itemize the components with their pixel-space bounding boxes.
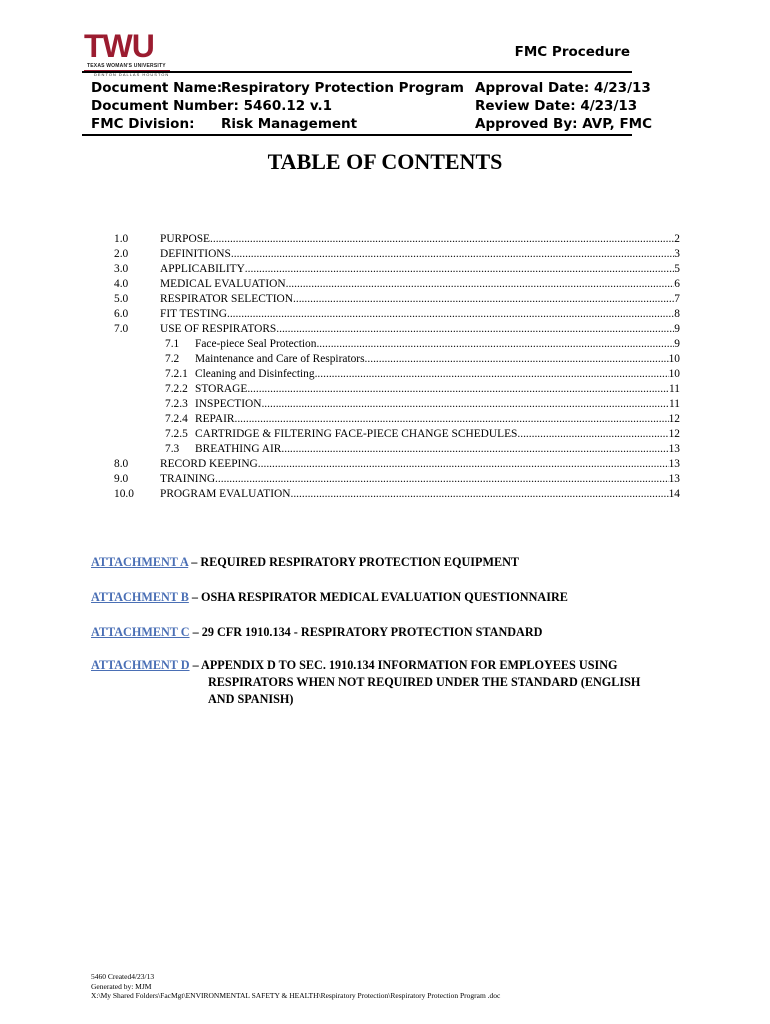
toc-number: 5.0 [114, 293, 129, 305]
toc-title: BREATHING AIR [195, 443, 282, 455]
footer-file-path: X:\My Shared Folders\FacMgt\ENVIRONMENTAL SAFETY & HEALTH\Respiratory Protection\Respiratory Protection Program .doc [91, 991, 501, 1000]
toc-page: 6 [674, 278, 680, 290]
toc-page: 7 [674, 293, 680, 305]
toc-subentry[interactable] [0, 427, 770, 442]
toc-page: 11 [669, 383, 680, 395]
logo-subtitle: TEXAS WOMAN'S UNIVERSITY [87, 63, 166, 69]
toc-entry[interactable] [0, 472, 770, 487]
toc-title: RESPIRATOR SELECTION [160, 293, 294, 305]
toc-title: PURPOSE [160, 233, 211, 245]
toc-number: 7.2.1 [165, 368, 188, 380]
toc-number: 9.0 [114, 473, 129, 485]
toc-subentry[interactable] [0, 442, 770, 457]
page-title: TABLE OF CONTENTS [267, 149, 503, 174]
toc-title: REPAIR [195, 413, 235, 425]
toc-subentry[interactable] [0, 352, 770, 367]
toc-title: INSPECTION [195, 398, 262, 410]
toc-page: 9 [674, 338, 680, 350]
toc-title: Cleaning and Disinfecting [195, 368, 315, 380]
toc-entry[interactable] [0, 277, 770, 292]
toc-page: 9 [674, 323, 680, 335]
toc-title: Maintenance and Care of Respirators [195, 353, 365, 365]
toc-number: 10.0 [114, 488, 134, 500]
toc-title: APPLICABILITY [160, 263, 245, 275]
attachment-d [91, 657, 618, 674]
approval-date: Approval Date: 4/23/13 [475, 80, 651, 96]
toc-page: 10 [668, 368, 680, 380]
toc-entry[interactable] [0, 322, 770, 337]
toc-title: CARTRIDGE & FILTERING FACE-PIECE CHANGE SCHEDULES [195, 428, 518, 440]
toc-page: 13 [668, 458, 680, 470]
toc-title: MEDICAL EVALUATION [160, 278, 286, 290]
toc-page: 10 [668, 353, 680, 365]
logo-wordmark: TWU [84, 28, 154, 64]
doc-name-value: Respiratory Protection Program [221, 80, 464, 96]
toc-entry[interactable] [0, 292, 770, 307]
toc-page: 2 [674, 233, 680, 245]
review-date: Review Date: 4/23/13 [475, 98, 638, 114]
toc-entry[interactable] [0, 262, 770, 277]
toc-entry[interactable] [0, 487, 770, 502]
toc-page: 13 [668, 443, 680, 455]
toc-subentry[interactable] [0, 397, 770, 412]
attachment-c [91, 624, 542, 641]
toc-number: 3.0 [114, 263, 129, 275]
toc-entry[interactable] [0, 247, 770, 262]
toc-page: 3 [674, 248, 680, 260]
division-value: Risk Management [221, 116, 358, 132]
attachment-d-desc-line3: AND SPANISH) [208, 692, 294, 706]
toc-page: 11 [669, 398, 680, 410]
toc-number: 6.0 [114, 308, 129, 320]
toc-number: 7.3 [165, 443, 180, 455]
toc-number: 7.2.5 [165, 428, 188, 440]
toc-number: 8.0 [114, 458, 129, 470]
attachment-a-link[interactable]: ATTACHMENT A [91, 555, 189, 569]
attachment-b-desc: – OSHA RESPIRATOR MEDICAL EVALUATION QUESTIONNAIRE [188, 590, 568, 604]
toc-page: 13 [668, 473, 680, 485]
toc-number: 7.1 [165, 338, 180, 350]
toc-number: 7.2.4 [165, 413, 188, 425]
division-label: FMC Division: [91, 116, 195, 132]
toc-title: DEFINITIONS [160, 248, 231, 260]
toc-number: 7.2.3 [165, 398, 188, 410]
toc-number: 7.0 [114, 323, 129, 335]
toc-entry[interactable] [0, 307, 770, 322]
toc-title: STORAGE [195, 383, 248, 395]
toc-title: Face-piece Seal Protection [195, 338, 317, 350]
toc-title: USE OF RESPIRATORS [160, 323, 277, 335]
attachment-c-link[interactable]: ATTACHMENT C [91, 625, 190, 639]
attachment-a-desc: – REQUIRED RESPIRATORY PROTECTION EQUIPMENT [188, 555, 520, 569]
header-rule-top [82, 71, 632, 73]
toc-page: 12 [668, 413, 680, 425]
toc-subentry[interactable] [0, 412, 770, 427]
toc-entry[interactable] [0, 232, 770, 247]
toc-number: 4.0 [114, 278, 129, 290]
attachment-b-link[interactable]: ATTACHMENT B [91, 590, 189, 604]
footer-generated-by: Generated by: MJM [91, 981, 152, 991]
toc-subentry[interactable] [0, 337, 770, 352]
procedure-label: FMC Procedure [514, 44, 630, 60]
attachment-d-desc: – APPENDIX D TO SEC. 1910.134 INFORMATION FOR EMPLOYEES USING [189, 658, 618, 672]
toc-page: 5 [674, 263, 680, 275]
toc-page: 8 [674, 308, 680, 320]
toc-subentry[interactable] [0, 367, 770, 382]
toc-title: PROGRAM EVALUATION [160, 488, 291, 500]
toc-page: 12 [668, 428, 680, 440]
toc-entry[interactable] [0, 457, 770, 472]
toc-number: 2.0 [114, 248, 129, 260]
approved-by: Approved By: AVP, FMC [475, 116, 653, 132]
header-rule-bottom [82, 134, 632, 136]
toc-page: 14 [668, 488, 680, 500]
footer-created: 5460 Created4/23/13 [91, 972, 155, 981]
toc-title: TRAINING [160, 473, 216, 485]
toc-number: 1.0 [114, 233, 129, 245]
logo-locations: DENTON DALLAS HOUSTON [94, 72, 170, 77]
attachment-c-desc: – 29 CFR 1910.134 - RESPIRATORY PROTECTION STANDARD [189, 625, 543, 639]
attachment-a [91, 554, 519, 571]
doc-number: Document Number: 5460.12 v.1 [91, 98, 333, 114]
toc-subentry[interactable] [0, 382, 770, 397]
attachment-d-link[interactable]: ATTACHMENT D [91, 658, 190, 672]
attachment-b [91, 589, 568, 606]
page-footer [91, 972, 500, 1001]
toc-number: 7.2.2 [165, 383, 188, 395]
toc-number: 7.2 [165, 353, 180, 365]
attachment-d-desc-line2: RESPIRATORS WHEN NOT REQUIRED UNDER THE STANDARD (ENGLISH [208, 675, 641, 689]
toc-title: FIT TESTING [160, 308, 227, 320]
toc-title: RECORD KEEPING [160, 458, 258, 470]
doc-name-label: Document Name: [91, 80, 223, 96]
